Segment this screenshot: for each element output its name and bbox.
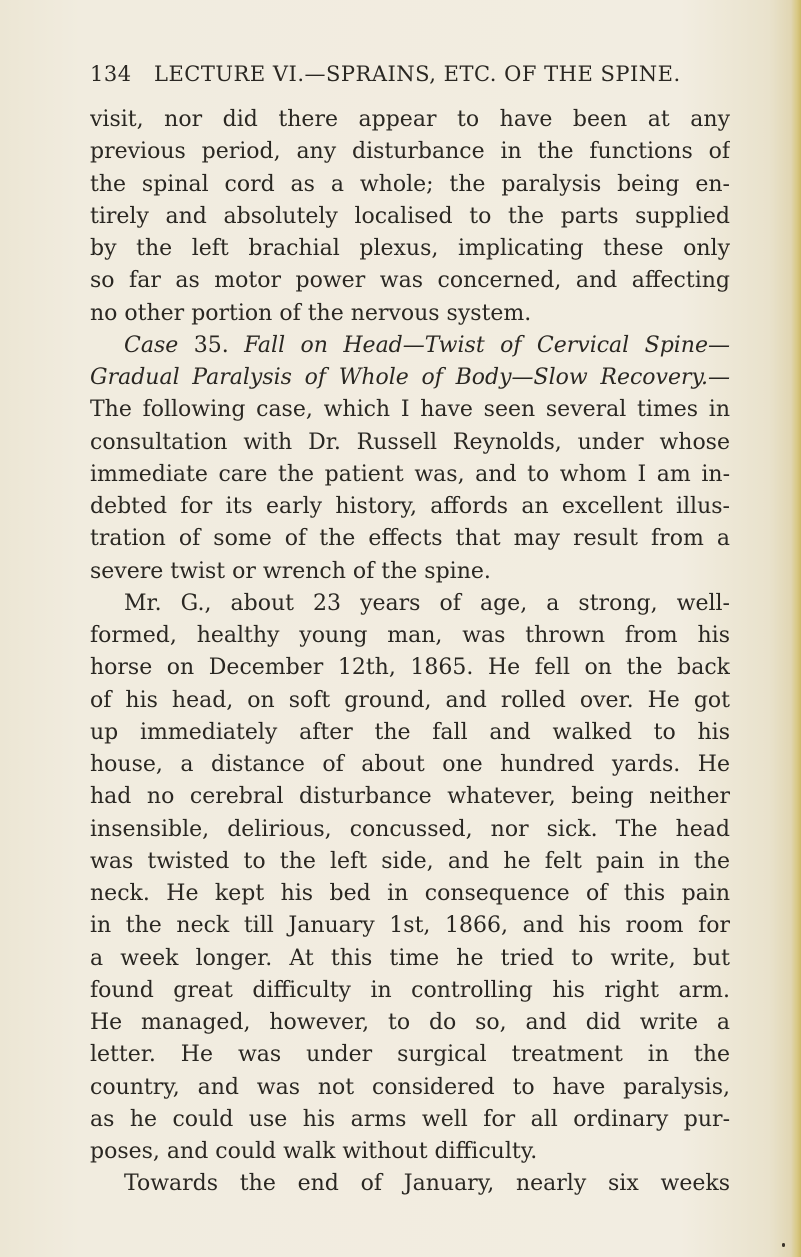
text-line: in the neck till January 1st, 1866, and his room for xyxy=(90,913,730,939)
text-line: previous period, any disturbance in the functions of xyxy=(90,139,730,165)
text-line: neck. He kept his bed in consequence of this pain xyxy=(90,881,730,906)
text-line: horse on December 12th, 1865. He fell on the back xyxy=(90,655,730,681)
running-header xyxy=(90,62,730,92)
text-line: as he could use his arms well for all ordinary pur- xyxy=(90,1106,730,1132)
text-line: He managed, however, to do so, and did write a xyxy=(90,1010,730,1035)
text-line: so far as motor power was concerned, and affecting xyxy=(90,268,730,294)
text-line: insensible, delirious, concussed, nor sick. The head xyxy=(90,816,730,842)
text-line: The following case, which I have seen several times in xyxy=(90,397,730,423)
text-line: had no cerebral disturbance whatever, being neither xyxy=(90,784,730,810)
text-line: tration of some of the effects that may result from a xyxy=(90,526,730,552)
text-line: poses, and could walk without difficulty. xyxy=(90,1139,538,1164)
text-line: the spinal cord as a whole; the paralysis being en- xyxy=(90,171,730,197)
text-line: letter. He was under surgical treatment in the xyxy=(90,1042,730,1068)
text-line: up immediately after the fall and walked to his xyxy=(90,719,730,745)
text-line: found great difficulty in controlling his right arm. xyxy=(90,977,730,1003)
running-title: LECTURE VI.—SPRAINS, ETC. OF THE SPINE. xyxy=(154,62,681,86)
text-line: house, a distance of about one hundred yards. He xyxy=(90,752,730,777)
text-line: by the left brachial plexus, implicating these only xyxy=(90,236,730,261)
case-heading-line-1 xyxy=(90,330,730,362)
text-line: Towards the end of January, nearly six weeks xyxy=(124,1171,730,1197)
case-number: 35. xyxy=(193,332,229,358)
case-title-part-2: Gradual Paralysis of Whole of Body—Slow Recovery.— xyxy=(90,365,730,390)
case-heading-line-2 xyxy=(90,362,730,394)
ink-speck xyxy=(782,1243,785,1247)
case-label: Case xyxy=(124,332,179,358)
text-line: no other portion of the nervous system. xyxy=(90,300,532,326)
page-number: 134 xyxy=(90,62,132,86)
case-title-part-1: Fall on Head—Twist of Cervical Spine— xyxy=(244,332,730,358)
text-line: was twisted to the left side, and he felt pain in the xyxy=(90,848,730,874)
text-line: debted for its early history, affords an excellent illus- xyxy=(90,494,730,519)
text-line: tirely and absolutely localised to the parts supplied xyxy=(90,203,730,229)
text-line: formed, healthy young man, was thrown from his xyxy=(90,623,730,648)
text-line: a week longer. At this time he tried to write, but xyxy=(90,945,730,971)
text-line: country, and was not considered to have paralysis, xyxy=(90,1074,730,1100)
text-line: Mr. G., about 23 years of age, a strong, well- xyxy=(124,590,730,616)
page-edge xyxy=(791,0,801,1257)
text-line: consultation with Dr. Russell Reynolds, under whose xyxy=(90,429,730,455)
text-line: immediate care the patient was, and to whom I am in- xyxy=(90,461,730,487)
body-text xyxy=(90,104,730,1201)
text-line: severe twist or wrench of the spine. xyxy=(90,558,491,584)
text-line: of his head, on soft ground, and rolled over. He got xyxy=(90,687,730,713)
text-line: visit, nor did there appear to have been at any xyxy=(90,107,730,132)
